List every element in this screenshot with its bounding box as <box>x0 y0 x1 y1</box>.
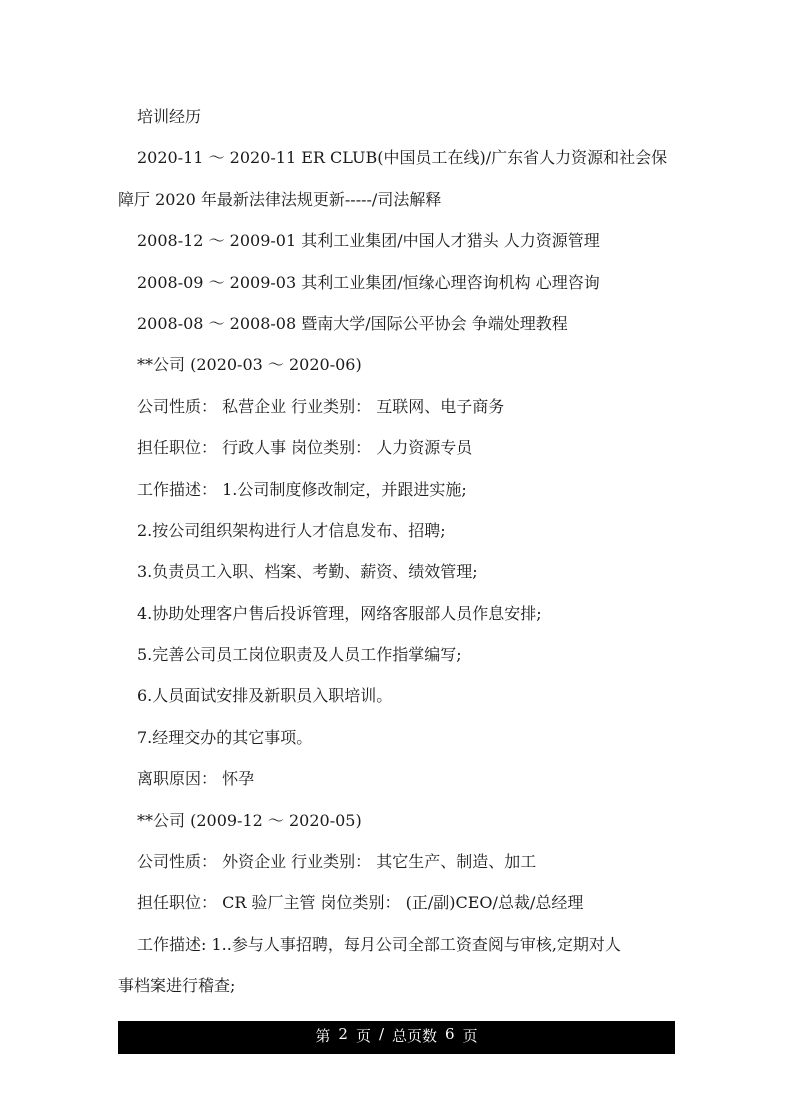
training-entry-1: 2020-11 ～ 2020-11 ER CLUB(中国员工在线)/广东省人力资源和社会保 <box>137 148 668 168</box>
company-1-nature: 公司性质： 私营企业 行业类别： 互联网、电子商务 <box>137 396 505 416</box>
company-1-leave-reason: 离职原因： 怀孕 <box>137 769 255 789</box>
training-entry-2: 2008-12 ～ 2009-01 其利工业集团/中国人才猎头 人力资源管理 <box>137 231 600 251</box>
company-1-duty-3: 3.负责员工入职、档案、考勤、薪资、绩效管理; <box>137 562 478 582</box>
company-1-description: 工作描述： 1.公司制度修改制定，并跟进实施; <box>137 479 467 499</box>
footer-page-unit: 页 <box>355 1027 371 1045</box>
company-1-duty-4: 4.协助处理客户售后投诉管理，网络客服部人员作息安排; <box>137 603 542 623</box>
company-2-nature: 公司性质： 外资企业 行业类别： 其它生产、制造、加工 <box>137 852 537 872</box>
training-entry-4: 2008-08 ～ 2008-08 暨南大学/国际公平协会 争端处理教程 <box>137 313 568 333</box>
footer-total-pages: 6 <box>445 1025 455 1043</box>
section-heading-training: 培训经历 <box>137 107 202 126</box>
training-entry-1-continued: 障厅 2020 年最新法律法规更新-----/司法解释 <box>118 189 442 209</box>
footer-page-label: 第 <box>315 1027 331 1045</box>
footer-separator: / <box>378 1025 385 1043</box>
company-1-duty-7: 7.经理交办的其它事项。 <box>137 727 313 747</box>
company-2-heading: **公司 (2009-12 ～ 2020-05) <box>137 810 362 830</box>
page-footer <box>118 1021 675 1054</box>
footer-total-label: 总页数 <box>392 1027 438 1045</box>
company-2-position: 担任职位： CR 验厂主管 岗位类别： (正/副)CEO/总裁/总经理 <box>137 893 584 913</box>
company-2-description-continued: 事档案进行稽查; <box>118 976 236 996</box>
company-1-duty-2: 2.按公司组织架构进行人才信息发布、招聘; <box>137 520 446 540</box>
company-1-duty-6: 6.人员面试安排及新职员入职培训。 <box>137 686 393 706</box>
company-1-heading: **公司 (2020-03 ～ 2020-06) <box>137 355 362 375</box>
company-2-description: 工作描述: 1..参与人事招聘，每月公司全部工资查阅与审核,定期对人 <box>137 934 621 954</box>
footer-total-unit: 页 <box>462 1027 478 1045</box>
training-entry-3: 2008-09 ～ 2009-03 其利工业集团/恒缘心理咨询机构 心理咨询 <box>137 272 600 292</box>
document-body <box>118 96 678 1007</box>
company-1-position: 担任职位： 行政人事 岗位类别： 人力资源专员 <box>137 438 473 458</box>
company-1-duty-5: 5.完善公司员工岗位职责及人员工作指掌编写; <box>137 645 462 665</box>
footer-page-number: 2 <box>338 1025 348 1043</box>
